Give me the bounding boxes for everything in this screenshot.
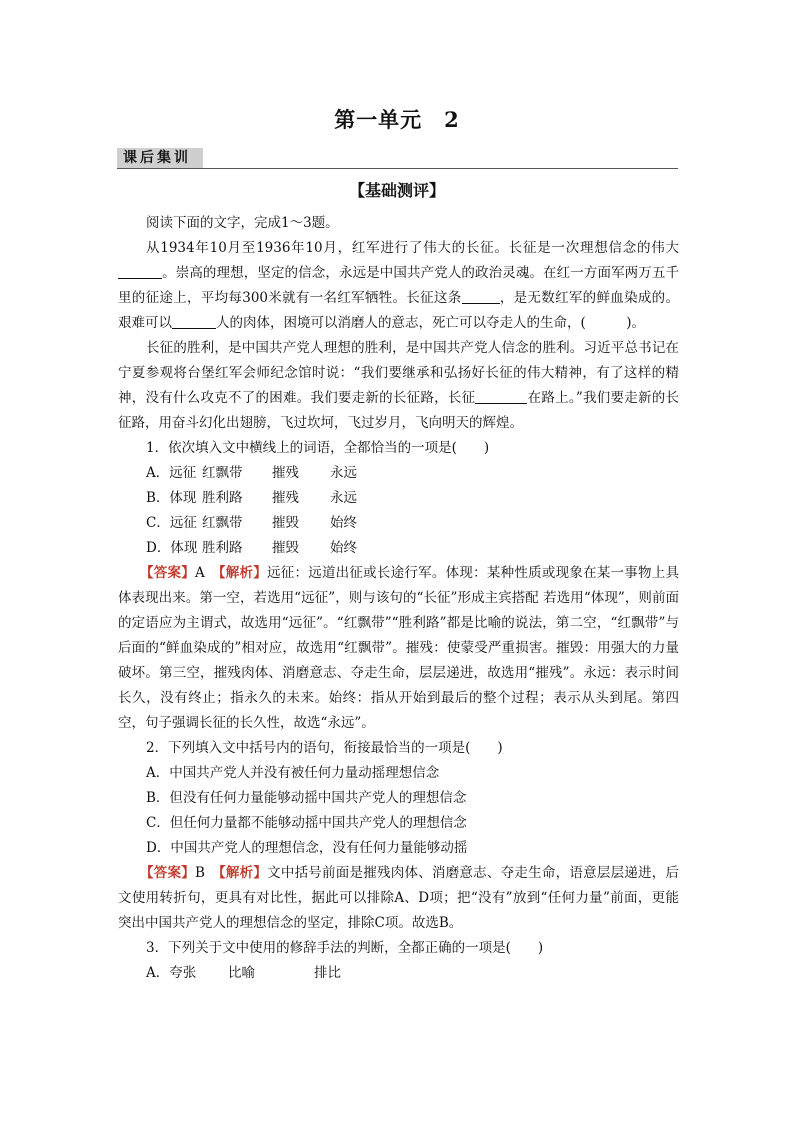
passage-text: 。崇高的理想，坚定的信念，永远是中国共产党人的政治灵魂。在红一方面军两万五千里的征途上，平均每300米就有一名红军牺牲。长征这条 [118,265,679,306]
option-text: 比喻 [228,965,255,981]
answer-value: A [194,565,219,581]
answer-value: B [194,865,219,881]
option-text: 摧毁 [272,515,299,531]
passage-text: ，是无数红军的鲜血染成的。艰难可以 [118,290,679,331]
question-1-option-a [118,461,679,486]
blank-3 [172,314,216,329]
question-1-option-b [118,486,679,511]
question-2-answer [118,861,679,936]
question-2-option-c: C．但任何力量都不能够动摇中国共产党人的理想信念 [146,815,467,831]
option-text: 排比 [314,965,341,981]
question-3-option-a [118,961,679,986]
option-text: B．体现 [146,490,197,506]
question-2-option-d: D．中国共产党人的理想信念，没有任何力量能够动摇 [146,840,468,856]
option-text: 摧毁 [272,540,299,556]
option-text: 始终 [330,515,357,531]
analysis-text: 远征：远道出征或长途行军。体现：某种性质或现象在某一事物上具体表现出来。第一空，若选用“远征”，则与该句的“长征”形成主宾搭配 若选用“体现”，则前面的定语应为主谓式，故选用“远征”。“红飘带”“胜利路”都是比喻的说法，第二空，“红飘带”与后面的“鲜血染成的”相对应，故选用“红飘带”。摧残：使蒙受严重损害。摧毁：用强大的力量破坏。第三空，摧残肉体、消磨意志、夺走生命，层层递进，故选用“摧残”。永远：表示时间长久，没有终止；指永久的未来。始终：指从开始到最后的整个过程；表示从头到尾。第四空，句子强调长征的长久性，故选“永远”。 [118,565,680,731]
question-2-option-a: A．中国共产党人并没有被任何力量动摇理想信念 [146,765,440,781]
blank-2 [462,289,500,304]
page-title: 第一单元 2 [334,107,460,132]
passage-text: 人的肉体，困境可以消磨人的意志，死亡可以夺走人的生命，( )。 [216,315,646,331]
option-text: C．远征 [146,515,197,531]
question-2-option-b: B．但没有任何力量能够动摇中国共产党人的理想信念 [146,790,467,806]
option-text: A．远征 [146,465,197,481]
analysis-label: 【解析】 [218,865,268,881]
option-text: A．夸张 [146,965,197,981]
option-text: 胜利路 [202,540,243,556]
option-text: 摧残 [272,490,299,506]
answer-label: 【答案】 [140,865,195,881]
question-1-option-c [118,511,679,536]
passage-paragraph-1 [118,236,679,336]
content [118,211,679,986]
answer-label: 【答案】 [140,565,195,581]
question-1-answer [118,561,679,736]
blank-4 [475,389,527,404]
section-subheading: 【基础测评】 [348,181,445,200]
blank-1 [118,264,162,279]
question-3-stem: 3．下列关于文中使用的修辞手法的判断，全都正确的一项是( ) [146,940,544,956]
question-2-stem: 2．下列填入文中括号内的语句，衔接最恰当的一项是( ) [146,740,503,756]
option-text: 永远 [330,465,357,481]
passage-text: 在路上。”我们要走新的长征路，用奋斗幻化出翅膀，飞过坎坷，飞过岁月，飞向明天的辉煌。 [118,390,680,431]
passage-text: 从1934年10月至1936年10月，红军进行了伟大的长征。长征是一次理想信念的伟大 [146,240,679,256]
option-text: 始终 [330,540,357,556]
passage-paragraph-2 [118,336,679,436]
option-text: D．体现 [146,540,198,556]
section-bar [117,148,678,169]
question-1-option-d [118,536,679,561]
question-1-stem: 1．依次填入文中横线上的词语，全都恰当的一项是( ) [146,440,490,456]
option-text: 摧残 [272,465,299,481]
option-text: 胜利路 [202,490,243,506]
analysis-label: 【解析】 [218,565,267,581]
option-text: 红飘带 [202,515,243,531]
passage-text: 长征的胜利，是中国共产党人理想的胜利，是中国共产党人信念的胜利。习近平总书记在宁夏参观将台堡红军会师纪念馆时说：“我们要继承和弘扬好长征的伟大精神，有了这样的精神，没有什么攻克不了的困难。我们要走新的长征路，长征 [118,340,679,406]
instruction: 阅读下面的文字，完成1～3题。 [146,215,339,231]
option-text: 永远 [330,490,357,506]
section-tag: 课后集训 [117,148,203,168]
option-text: 红飘带 [202,465,243,481]
analysis-text: 文中括号前面是摧残肉体、消磨意志、夺走生命，语意层层递进，后文使用转折句，更具有对比性，据此可以排除A、D项；把“没有”放到“任何力量”前面，更能突出中国共产党人的理想信念的坚定，排除C项。故选B。 [118,865,680,931]
